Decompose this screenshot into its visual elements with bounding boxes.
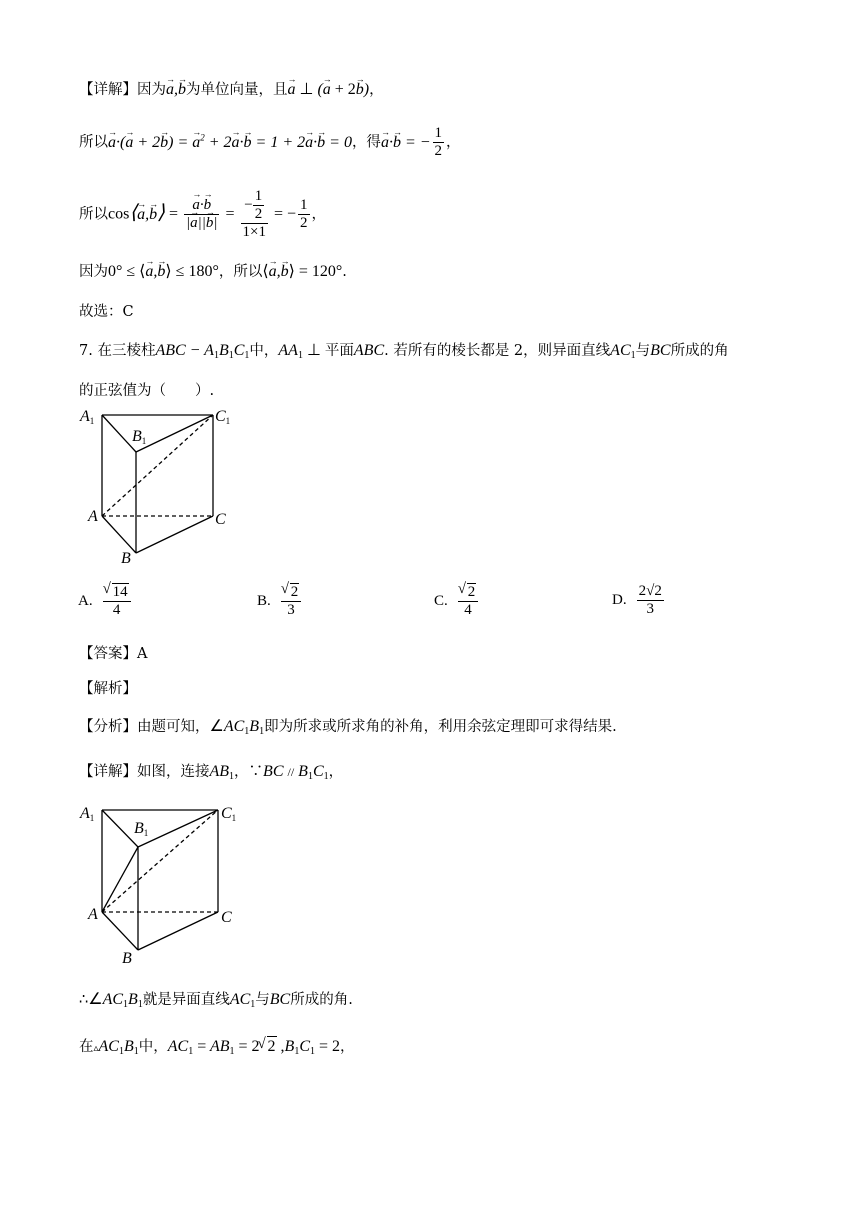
analysis-title: 【解析】 bbox=[79, 681, 137, 697]
label-B-2: B bbox=[122, 950, 132, 967]
math-vectors: a →,b → bbox=[166, 81, 186, 98]
fraction-half-2: $\frac{1}{2}$ bbox=[300, 197, 308, 231]
math-cos: cos bbox=[108, 205, 130, 223]
detail-line-2: 所以a →·(a → + 2b →) = a →$^2$ + 2a →·b → = 1 + 2a →·b → = 0，得a →·b → = − $\frac{1}{2}$ ， bbox=[79, 125, 461, 160]
option-b[interactable]: B. √ $\frac{2}{3}$ bbox=[257, 583, 303, 619]
math-dot-expand: a →·(a → + 2b →) = a →$^2$ + 2a →·b → = 1 + 2a →·b → = 0 bbox=[108, 134, 352, 151]
question-7: 7. 在三棱柱ABC − $A_1B_1C_1$中，$AA_1$ ⊥ 平面ABC. 若所有的棱长都是 2，则异面直线$AC_1$与BC所成的角 bbox=[79, 342, 729, 361]
detail-line-4: 因为0° ≤ ⟨a →,b →⟩ ≤ 180°，所以⟨a →,b →⟩ = 120°. bbox=[79, 262, 347, 282]
triangle-line: 在$▵AC_1B_1$中，$AC_1 = AB_1 = 2√$ 2 $,B_1C_1 = 2$， bbox=[79, 1036, 355, 1062]
detail-line-1: 【详解】因为a →,b →为单位向量，且a → ⊥ (a → + 2b →)， bbox=[79, 80, 384, 100]
label-C1: C1 bbox=[215, 408, 231, 426]
label-A: A bbox=[88, 508, 98, 525]
question-7-line-2: 的正弦值为（ ）. bbox=[79, 383, 215, 399]
fraction-half: $\frac{1}{2}$ bbox=[434, 125, 443, 159]
option-d[interactable]: D. $\frac{2√2}{3}$ bbox=[612, 583, 662, 617]
math-range: 0° ≤ ⟨a →,b →⟩ ≤ 180° bbox=[108, 263, 219, 280]
prism-figure-2 bbox=[75, 800, 245, 970]
math-perp: a → ⊥ (a → + 2b →) bbox=[288, 81, 370, 98]
conclusion-line: $\therefore\angle AC_1B_1$就是异面直线$AC_1$与BC所成的角. bbox=[79, 991, 353, 1010]
label-A1: A1 bbox=[80, 408, 95, 426]
choose-line: 故选：C bbox=[79, 304, 134, 320]
label-A1-2: A1 bbox=[80, 805, 95, 823]
math-angle-result: ⟨a →,b →⟩ = 120° bbox=[262, 263, 342, 280]
label-C1-2: C1 bbox=[221, 805, 237, 823]
fraction-cos-def: $\frac{a \to\cdot b \to}{|a \to||b \to|}$ bbox=[184, 197, 220, 232]
prism-figure-1 bbox=[75, 405, 245, 570]
label-B1-2: B1 bbox=[134, 820, 149, 838]
label-C: C bbox=[215, 511, 226, 528]
option-c[interactable]: C. √ $\frac{2}{4}$ bbox=[434, 583, 480, 619]
fraction-cos-value: − $\frac{1}{2}$ 1×1 bbox=[242, 188, 266, 240]
label-B1: B1 bbox=[132, 428, 147, 446]
detail-tag: 【详解】 bbox=[79, 82, 137, 98]
answer-line: 【答案】A bbox=[79, 646, 148, 662]
label-B: B bbox=[121, 550, 131, 567]
analysis-line: 【分析】由题可知，$\angle AC_1B_1$即为所求或所求角的补角，利用余弦定理即可求得结果. bbox=[79, 718, 617, 737]
label-C-2: C bbox=[221, 909, 232, 926]
math-dot-result: a →·b → = − bbox=[381, 134, 431, 151]
detail-2-line: 【详解】如图，连接$AB_1$，∵BC // $B_1C_1$， bbox=[79, 763, 344, 782]
detail-line-3: 所以cos⟨a →,b →⟩ = $\frac{a \to\cdot b \to}{|a \to||b \to|}$ = − $\frac{1}{2}$ 1×1 = − $\frac{1}{2}$ ， bbox=[79, 188, 326, 241]
label-A-2: A bbox=[88, 906, 98, 923]
math-prism: ABC − $A_1B_1C_1$ bbox=[155, 342, 250, 361]
option-a[interactable]: A. √ $\frac{14}{4}$ bbox=[78, 583, 133, 619]
